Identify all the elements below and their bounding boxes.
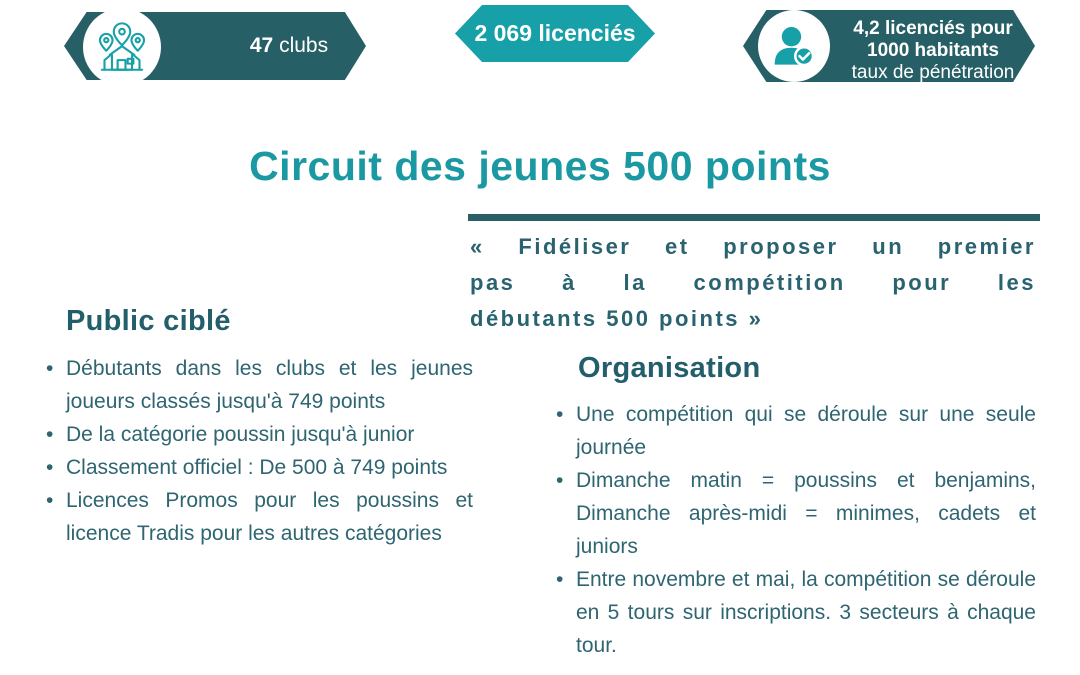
penetration-line2: 1000 habitants <box>867 40 999 61</box>
penetration-line3: taux de pénétration <box>851 62 1015 83</box>
list-item: • Débutants dans les clubs et les jeunes joueurs classés jusqu'à 749 points <box>42 352 473 418</box>
quote-line: « Fidéliser et proposer un premier <box>470 234 1036 259</box>
clubs-count-unit: clubs <box>279 34 329 57</box>
licencies-count-label: 2 069 licenciés <box>474 20 636 46</box>
list-item: • Une compétition qui se déroule sur une seule journée <box>552 398 1036 464</box>
page-title: Circuit des jeunes 500 points <box>249 143 831 189</box>
penetration-line1: 4,2 licenciés pour <box>853 18 1013 39</box>
clubs-count-value: 47 <box>249 34 274 57</box>
person-check-icon <box>767 19 821 73</box>
clubs-banner <box>64 8 366 88</box>
penetration-icon-circle <box>758 10 830 82</box>
public-cible-heading: Public ciblé <box>66 305 231 337</box>
list-item: • Dimanche matin = poussins et benjamins, Dimanche après-midi = minimes, cadets et juniors <box>552 464 1036 563</box>
quote-line: pas à la compétition pour les <box>470 270 1036 295</box>
public-cible-list <box>42 352 473 550</box>
quote-block <box>470 229 1036 337</box>
list-item: • De la catégorie poussin jusqu'à junior <box>42 418 473 451</box>
title-divider <box>468 214 1040 221</box>
clubs-icon-circle <box>83 8 161 86</box>
map-pins-houses-icon <box>94 19 150 75</box>
list-item: • Entre novembre et mai, la compétition se déroule en 5 tours sur inscriptions. 3 secteurs à chaque tour. <box>552 563 1036 662</box>
penetration-label <box>835 18 1031 84</box>
list-item: • Licences Promos pour les poussins et licence Tradis pour les autres catégories <box>42 484 473 550</box>
organisation-list <box>552 398 1036 662</box>
quote-line: débutants 500 points » <box>470 306 764 331</box>
organisation-heading: Organisation <box>578 352 761 384</box>
licencies-banner <box>455 5 655 62</box>
penetration-banner <box>743 6 1035 86</box>
clubs-count-label <box>214 34 364 58</box>
list-item: • Classement officiel : De 500 à 749 points <box>42 451 473 484</box>
